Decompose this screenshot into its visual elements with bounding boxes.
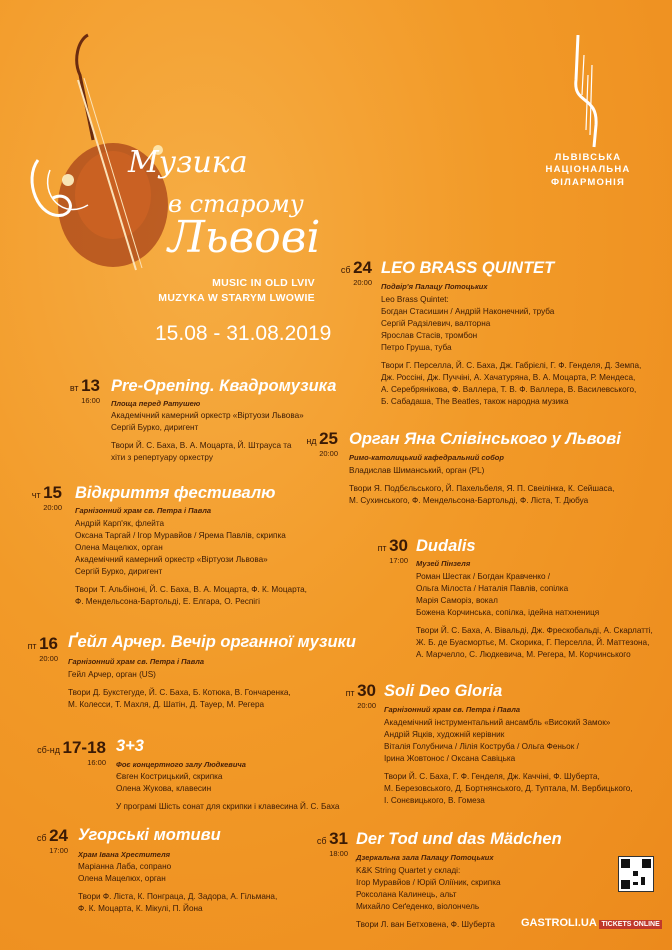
event-venue: Гарнізонний храм св. Петра і Павла: [75, 506, 212, 515]
event-date: сб-нд 17-18 16:00: [37, 738, 106, 767]
event-details: Гейл Арчер, орган (US) Твори Д. Букстегуде, Й. С. Баха, Б. Котюка, В. Гончаренка, М. Колесси, Т. Махля, Д. Шатін, Д. Тауер, М. Регера: [68, 670, 291, 709]
event-details: Владислав Шиманський, орган (PL) Твори Я. Подбєльського, Й. Пахельбеля, Я. П. Свеілінка, К. Сейшаса, М. Сухинського, Ф. Мендельсона-Бартольді, Ф. Ліста, Т. Дюбуа: [349, 466, 615, 505]
festival-title-line3: Львові: [168, 212, 321, 263]
event-details: Роман Шестак / Богдан Кравченко / Ольга Мілоста / Наталія Павлів, сопілка Марія Саморіз, вокал Божена Корчинська, сопілка, ідейна натхнениця Твори Й. С. Баха, А. Вівальді, Дж. Фрескобальді, А. Скарлатті, Ж. Б. де Буасмортьє, М. Скорика, Г. Перселла, Й. Маттезона, А. Марчелло, С. Людкевича, М. Регера, М. Корчинського: [416, 572, 653, 659]
event-details: Андрій Карп'як, флейта Оксана Таргай / Ігор Муравйов / Ярема Павлів, скрипка Олена Мацелюх, орган Академічний камерний оркестр «Віртуози Львова» Сергій Бурко, диригент Твори Т. Альбіноні, Й. С. Баха, В. А. Моцарта, Ф. К. Моцарта, Ф. Мендельсона-Бартольді, Е. Елгара, О. Респігі: [75, 519, 307, 606]
event-venue: Музей Пінзеля: [416, 559, 471, 568]
event-date: пт 30 17:00: [377, 536, 408, 565]
event-venue: Площа перед Ратушею: [111, 399, 201, 408]
event-venue: Гарнізонний храм св. Петра і Павла: [384, 705, 521, 714]
event-title: Soli Deo Gloria: [384, 682, 503, 700]
event-title: Відкриття фестивалю: [75, 484, 276, 502]
event-details: Маріанна Лаба, сопрано Олена Мацелюх, орган Твори Ф. Ліста, К. Понграца, Д. Задора, А. Гільмана, Ф. К. Моцарта, К. Мікулі, П. Йона: [78, 862, 278, 913]
festival-title-line2: в старому: [168, 190, 304, 218]
event-venue: Дзеркальна зала Палацу Потоцьких: [356, 853, 494, 862]
subtitle-pl: MUZYKA W STARYM LWOWIE: [158, 292, 315, 304]
subtitle-en: MUSIC IN OLD LVIV: [212, 277, 315, 289]
philharmonic-name: ЛЬВІВСЬКА НАЦІОНАЛЬНА ФІЛАРМОНІЯ: [545, 152, 631, 188]
qr-code-icon[interactable]: [618, 856, 654, 892]
gastroli-logo[interactable]: GASTROLI.UA TICKETS ONLINE: [521, 917, 660, 929]
event-date: вт 13 16:00: [69, 376, 100, 405]
event-details: Академічний інструментальний ансамбль «Високий Замок» Андрій Яцків, художній керівник Віталія Голубнича / Лілія Коструба / Ольга Феньок / Ірина Жовтонос / Оксана Савіцька Твори Й. С. Баха, Г. Ф. Генделя, Дж. Каччіні, Ф. Шуберта, М. Березовського, Д. Бортнянського, Д. Тупталa, М. Вербицького, І. Сонєвицького, В. Гомеза: [384, 718, 633, 805]
event-title: Орган Яна Слівінського у Львові: [349, 430, 621, 448]
event-venue: Храм Івана Хрестителя: [78, 850, 171, 859]
event-venue: Подвір'я Палацу Потоцьких: [381, 282, 488, 291]
event-date: чт 15 20:00: [31, 483, 62, 512]
event-details: K&K String Quartet у складі: Ігор Муравйов / Юрій Оліїник, скрипка Роксолана Калинець, альт Михайло Сеґеденко, віолончель Твори Л. ван Бетховена, Ф. Шуберта: [356, 866, 501, 929]
event-title: Ґейл Арчер. Вечір органної музики: [68, 633, 356, 651]
event-date: сб 31 18:00: [316, 829, 348, 858]
event-details: Академічний камерний оркестр «Віртуози Львова» Сергій Бурко, диригент Твори Й. С. Баха, В. А. Моцарта, Й. Штрауса та хіти з репертуару оркестру: [111, 411, 304, 462]
event-title: Dudalis: [416, 537, 476, 555]
event-date: сб 24 20:00: [340, 258, 372, 287]
event-title: Der Tod und das Mädchen: [356, 830, 562, 848]
philharmonic-logo-icon: [568, 35, 613, 150]
event-details: Leo Brass Quintet: Богдан Стасишин / Андрій Наконечний, труба Сергій Радзілевич, валторна Ярослав Стасів, тромбон Петро Груша, туба Твори Г. Перселла, Й. С. Баха, Дж. Габрієлі, Г. Ф. Генделя, Д. Земпа, Дж. Россіні, Дж. Пуччіні, А. Хачатуряна, В. А. Моцарта, Р. Мендеса, А. Серебрянікова, Ф. Валлера, Т. В. Ф. Валлера, В. Василевського, Б. Сабадаша, The Beatles, також народна музика: [381, 295, 642, 406]
event-date: нд 25 20:00: [306, 429, 338, 458]
festival-dates: 15.08 - 31.08.2019: [155, 322, 332, 345]
event-title: Угорські мотиви: [78, 826, 221, 844]
festival-title-line1: Музика: [128, 145, 248, 180]
event-title: Pre-Opening. Квадромузика: [111, 377, 337, 395]
event-date: пт 16 20:00: [27, 634, 58, 663]
event-title: LEO BRASS QUINTET: [381, 259, 555, 277]
event-venue: Гарнізонний храм св. Петра і Павла: [68, 657, 205, 666]
event-venue: Римо-католицький кафедральний собор: [349, 453, 504, 462]
event-details: Євген Кострицький, скрипка Олена Жукова, клавесин У програмі Шість сонат для скрипки і клавесина Й. С. Баха: [116, 772, 340, 811]
event-venue: Фоє концертного залу Людкевича: [116, 760, 246, 769]
event-date: сб 24 17:00: [36, 826, 68, 855]
event-date: пт 30 20:00: [345, 681, 376, 710]
event-title: 3+3: [116, 737, 144, 755]
